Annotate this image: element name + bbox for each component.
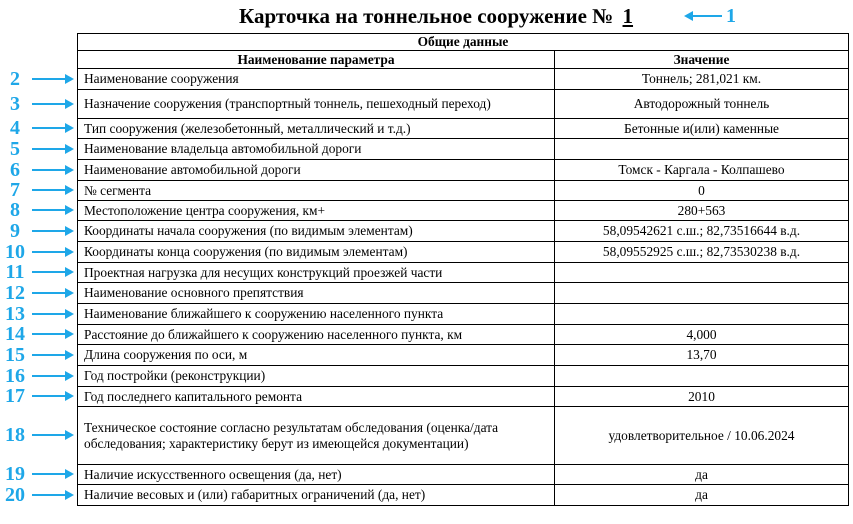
card-number: 1 bbox=[622, 4, 634, 28]
section-header: Общие данные bbox=[78, 34, 849, 51]
row-callout bbox=[0, 386, 77, 406]
value-cell: 2010 bbox=[555, 387, 849, 407]
param-cell: Местоположение центра сооружения, км+ bbox=[78, 201, 555, 221]
value-cell: 58,09542621 с.ш.; 82,73516644 в.д. bbox=[555, 221, 849, 242]
arrow-right-icon bbox=[32, 287, 74, 299]
row-callout bbox=[0, 200, 77, 220]
arrow-left-icon bbox=[684, 9, 724, 23]
arrow-right-icon bbox=[32, 184, 74, 196]
row-callout bbox=[0, 242, 77, 262]
callout-number: 2 bbox=[10, 67, 20, 90]
card-title-text bbox=[239, 4, 647, 29]
table-row bbox=[78, 201, 849, 221]
param-cell: Расстояние до ближайшего к сооружению населенного пункта, км bbox=[78, 325, 555, 345]
arrow-right-icon bbox=[32, 489, 74, 501]
value-cell: Бетонные и(или) каменные bbox=[555, 119, 849, 139]
callout-number: 11 bbox=[5, 261, 25, 283]
param-cell: № сегмента bbox=[78, 181, 555, 201]
table-row bbox=[78, 283, 849, 304]
table-row bbox=[78, 69, 849, 90]
value-cell bbox=[555, 304, 849, 325]
callout-number: 19 bbox=[5, 463, 25, 485]
param-cell: Наименование сооружения bbox=[78, 69, 555, 90]
column-header-row bbox=[78, 51, 849, 69]
row-callout bbox=[0, 69, 77, 89]
arrow-right-icon bbox=[32, 204, 74, 216]
row-callout bbox=[0, 366, 77, 386]
param-column-header: Наименование параметра bbox=[78, 51, 555, 69]
row-callout bbox=[0, 139, 77, 159]
param-cell: Наличие весовых и (или) габаритных ограничений (да, нет) bbox=[78, 485, 555, 506]
value-cell: Автодорожный тоннель bbox=[555, 90, 849, 119]
arrow-right-icon bbox=[32, 328, 74, 340]
param-cell: Год постройки (реконструкции) bbox=[78, 366, 555, 387]
card-title-label: Карточка на тоннельное сооружение № bbox=[239, 4, 614, 28]
value-cell bbox=[555, 283, 849, 304]
table-body bbox=[78, 69, 849, 506]
row-callout bbox=[0, 262, 77, 282]
value-cell: Тоннель; 281,021 км. bbox=[555, 69, 849, 90]
value-cell: Томск - Каргала - Колпашево bbox=[555, 160, 849, 181]
card-title bbox=[0, 4, 853, 30]
arrow-right-icon bbox=[32, 246, 74, 258]
param-cell: Наличие искусственного освещения (да, нет) bbox=[78, 465, 555, 485]
value-cell: да bbox=[555, 465, 849, 485]
arrow-right-icon bbox=[32, 98, 74, 110]
param-cell: Техническое состояние согласно результатам обследования (оценка/дата обследования; характеристику берут из имеющейся документации) bbox=[78, 407, 555, 465]
table-row bbox=[78, 90, 849, 119]
param-cell: Тип сооружения (железобетонный, металлический и т.д.) bbox=[78, 119, 555, 139]
arrow-right-icon bbox=[32, 370, 74, 382]
row-callout bbox=[0, 345, 77, 365]
table-row bbox=[78, 221, 849, 242]
value-cell: 13,70 bbox=[555, 345, 849, 366]
value-cell bbox=[555, 139, 849, 160]
callout-number: 13 bbox=[5, 302, 25, 325]
row-callout bbox=[0, 324, 77, 344]
callout-number: 18 bbox=[5, 424, 25, 446]
param-cell: Назначение сооружения (транспортный тоннель, пешеходный переход) bbox=[78, 90, 555, 119]
param-cell: Наименование основного препятствия bbox=[78, 283, 555, 304]
callout-number: 17 bbox=[5, 385, 25, 407]
value-cell bbox=[555, 366, 849, 387]
callout-number: 6 bbox=[10, 158, 20, 181]
arrow-right-icon bbox=[32, 143, 74, 155]
row-callout bbox=[0, 118, 77, 138]
callout-number: 16 bbox=[5, 364, 25, 387]
value-cell: 280+563 bbox=[555, 201, 849, 221]
callout-number: 12 bbox=[5, 281, 25, 304]
table-row bbox=[78, 263, 849, 283]
row-callout bbox=[0, 160, 77, 180]
arrow-right-icon bbox=[32, 164, 74, 176]
arrow-right-icon bbox=[32, 308, 74, 320]
callout-number: 20 bbox=[5, 483, 25, 506]
row-callout bbox=[0, 464, 77, 484]
row-callout bbox=[0, 221, 77, 241]
table-row bbox=[78, 465, 849, 485]
table-row bbox=[78, 304, 849, 325]
callout-number: 14 bbox=[5, 323, 25, 345]
value-cell bbox=[555, 263, 849, 283]
table-row bbox=[78, 387, 849, 407]
row-callout bbox=[0, 283, 77, 303]
value-cell: да bbox=[555, 485, 849, 506]
value-cell: 58,09552925 с.ш.; 82,73530238 в.д. bbox=[555, 242, 849, 263]
param-cell: Координаты конца сооружения (по видимым элементам) bbox=[78, 242, 555, 263]
arrow-right-icon bbox=[32, 225, 74, 237]
table-row bbox=[78, 485, 849, 506]
callout-number: 3 bbox=[10, 92, 20, 115]
arrow-right-icon bbox=[32, 429, 74, 441]
arrow-right-icon bbox=[32, 266, 74, 278]
arrow-right-icon bbox=[32, 349, 74, 361]
table-row bbox=[78, 345, 849, 366]
callout-number: 5 bbox=[10, 137, 20, 160]
arrow-right-icon bbox=[32, 122, 74, 134]
param-cell: Год последнего капитального ремонта bbox=[78, 387, 555, 407]
row-callout bbox=[0, 304, 77, 324]
row-callout bbox=[0, 425, 77, 445]
table-row bbox=[78, 325, 849, 345]
arrow-right-icon bbox=[32, 468, 74, 480]
param-cell: Координаты начала сооружения (по видимым элементам) bbox=[78, 221, 555, 242]
table-row bbox=[78, 181, 849, 201]
callout-number: 15 bbox=[5, 343, 25, 366]
param-cell: Наименование ближайшего к сооружению населенного пункта bbox=[78, 304, 555, 325]
callout-number: 10 bbox=[5, 240, 25, 263]
table-row bbox=[78, 160, 849, 181]
callout-number: 9 bbox=[10, 219, 20, 242]
row-callout bbox=[0, 94, 77, 114]
param-cell: Наименование автомобильной дороги bbox=[78, 160, 555, 181]
callout-number: 7 bbox=[10, 179, 20, 201]
value-cell: 4,000 bbox=[555, 325, 849, 345]
table-row bbox=[78, 139, 849, 160]
row-callout bbox=[0, 180, 77, 200]
callout-number: 4 bbox=[10, 117, 20, 139]
param-cell: Проектная нагрузка для несущих конструкций проезжей части bbox=[78, 263, 555, 283]
table-row bbox=[78, 242, 849, 263]
arrow-right-icon bbox=[32, 73, 74, 85]
table-row bbox=[78, 366, 849, 387]
section-header-row bbox=[78, 34, 849, 51]
value-cell: удовлетворительное / 10.06.2024 bbox=[555, 407, 849, 465]
table-row bbox=[78, 119, 849, 139]
value-column-header: Значение bbox=[555, 51, 849, 69]
param-cell: Длина сооружения по оси, м bbox=[78, 345, 555, 366]
row-callout bbox=[0, 485, 77, 505]
card-table bbox=[77, 33, 849, 506]
callout-number: 8 bbox=[10, 199, 20, 221]
param-cell: Наименование владельца автомобильной дороги bbox=[78, 139, 555, 160]
arrow-right-icon bbox=[32, 390, 74, 402]
callout-number: 1 bbox=[726, 5, 736, 27]
table-row bbox=[78, 407, 849, 465]
value-cell: 0 bbox=[555, 181, 849, 201]
